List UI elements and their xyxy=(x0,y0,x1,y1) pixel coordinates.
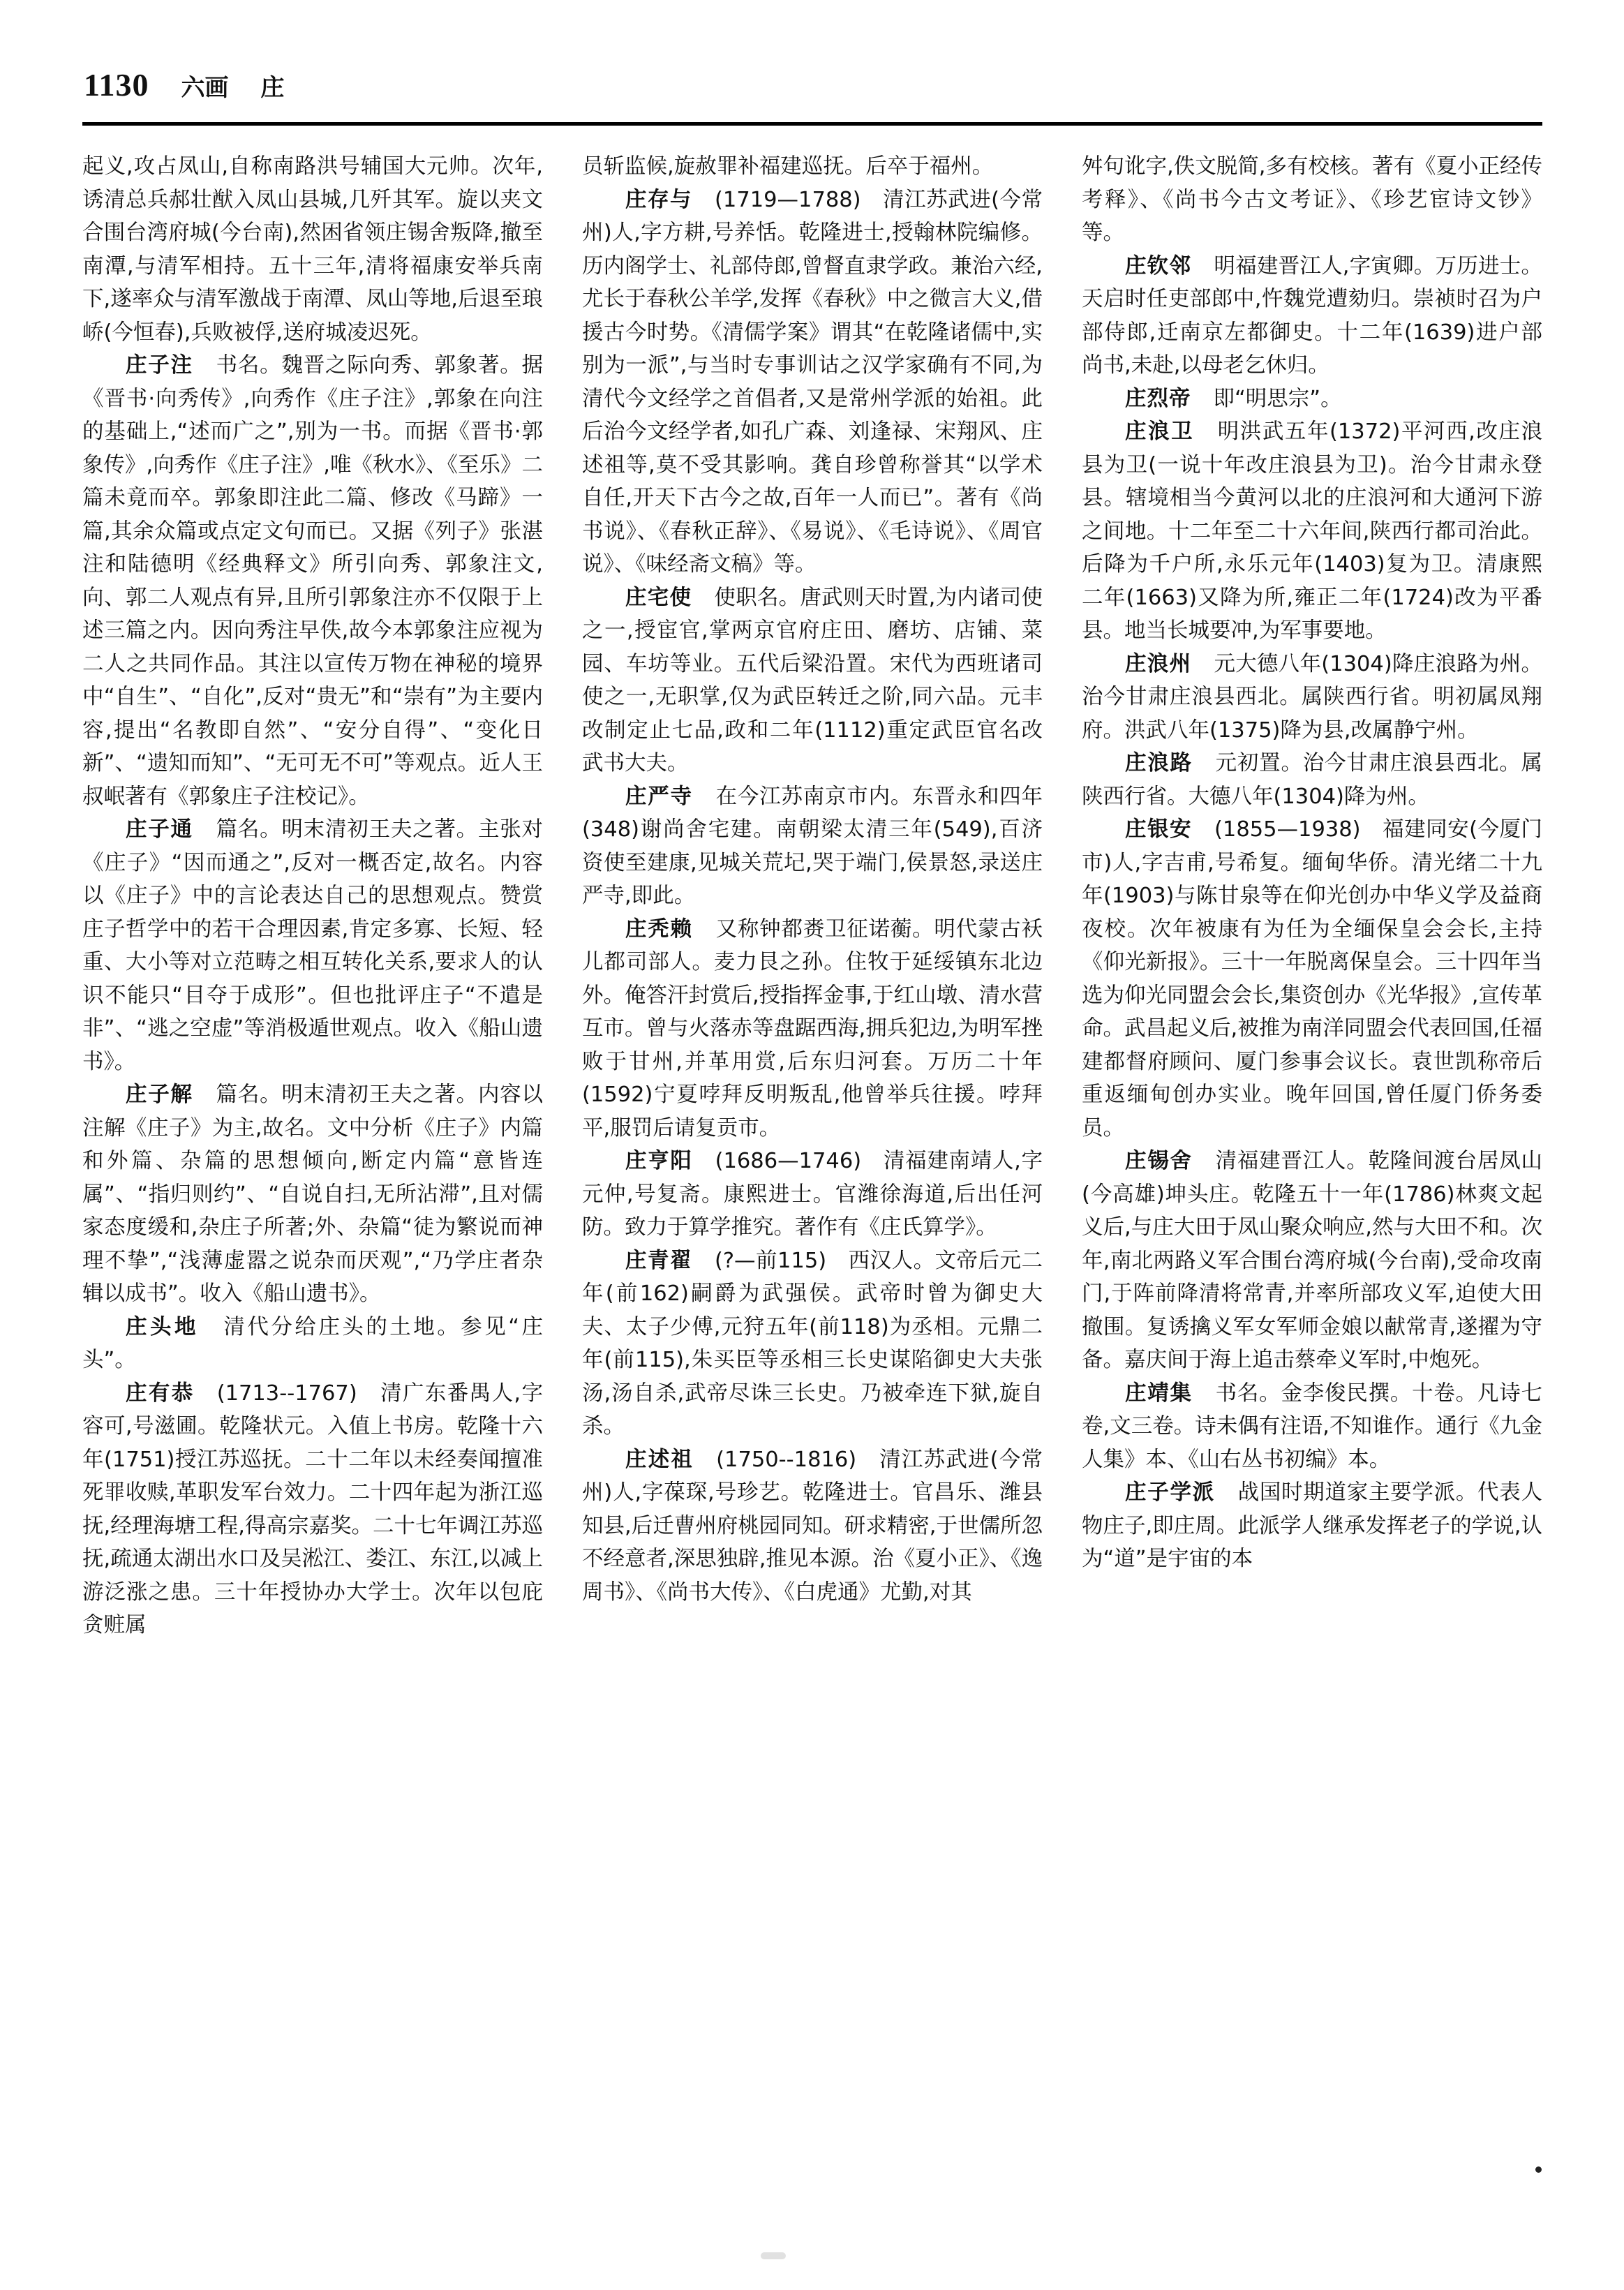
column-2 xyxy=(582,150,1043,2216)
entry-body: (1750--1816) 清江苏武进(今常州)人,字葆琛,号珍艺。乾隆进士。官昌乐、潍县知县,后迁曹州府桃园同知。研求精密,于世儒所忽不经意者,深思独辟,推见本源。治《夏小正》、《逸周书》、《尚书大传》、《白虎通》尤勤,对其 xyxy=(582,1447,1043,1605)
entry-headword: 庄锡舍 xyxy=(1125,1149,1193,1173)
entry-headword: 庄靖集 xyxy=(1125,1381,1193,1406)
entry-headword: 庄烈帝 xyxy=(1125,386,1191,411)
dictionary-entry xyxy=(582,1443,1043,1609)
entry-body: 清福建晋江人。乾隆间渡台居凤山(今高雄)坤头庄。乾隆五十一年(1786)林爽文起义后,与庄大田于凤山聚众响应,然与大田不和。次年,南北两路义军合围台湾府城(今台南),受命攻南门,于阵前降清将常青,并率所部攻义军,迫使大田撤围。复诱擒义军女军师金娘以献常青,遂擢为守备。嘉庆间于海上追击蔡牵义军时,中炮死。 xyxy=(1082,1149,1543,1372)
entry-headword: 庄浪路 xyxy=(1125,751,1193,775)
dictionary-entry xyxy=(582,780,1043,913)
entry-headword: 庄亨阳 xyxy=(625,1149,693,1173)
entry-headword: 庄子解 xyxy=(126,1083,193,1107)
dictionary-entry xyxy=(582,1145,1043,1244)
entry-headword: 庄子通 xyxy=(126,817,193,842)
entry-headword: 庄浪州 xyxy=(1125,651,1192,676)
dictionary-entry xyxy=(1082,250,1542,382)
dictionary-entry xyxy=(1082,1377,1542,1477)
page-scan-artifact xyxy=(761,2252,786,2259)
paragraph xyxy=(582,150,1043,184)
entry-headword: 庄子学派 xyxy=(1125,1480,1215,1505)
dictionary-entry xyxy=(82,1078,543,1311)
paragraph-text: 舛句讹字,佚文脱简,多有校核。著有《夏小正经传考释》、《尚书今古文考证》、《珍艺宦诗文钞》等。 xyxy=(1082,154,1542,245)
dictionary-entry xyxy=(82,813,543,1078)
entry-body: 又称钟都赉卫征诺蘅。明代蒙古袄儿都司部人。麦力艮之孙。住牧于延绥镇东北边外。俺答汗封赏后,授指挥金事,于红山墩、清水营互市。曾与火落赤等盘踞西海,拥兵犯边,为明军挫败于甘州,并革用赏,后东归河套。万历二十年(1592)宁夏哱拜反明叛乱,他曾举兵往援。哱拜平,服罚后请复贡市。 xyxy=(582,916,1043,1140)
header-divider xyxy=(82,122,1542,126)
dictionary-entry xyxy=(1082,747,1542,813)
entry-headword: 庄钦邻 xyxy=(1125,253,1192,278)
entry-body: (?—前115) 西汉人。文帝后元二年(前162)嗣爵为武强侯。武帝时曾为御史大夫、太子少傅,元狩五年(前118)为丞相。元鼎二年(前115),朱买臣等丞相三长史谋陷御史大夫张汤,汤自杀,武帝尽诛三长史。乃被牵连下狱,旋自杀。 xyxy=(582,1248,1043,1438)
text-columns xyxy=(82,150,1542,2216)
dictionary-entry xyxy=(582,581,1043,780)
entry-body: 即“明思宗”。 xyxy=(1213,386,1342,411)
volume-label: 六画 xyxy=(181,74,229,102)
paragraph-text: 员斩监候,旋赦罪补福建巡抚。后卒于福州。 xyxy=(582,154,994,179)
dictionary-entry xyxy=(1082,813,1542,1145)
radical-label: 庄 xyxy=(260,74,285,102)
entry-body: 明洪武五年(1372)平河西,改庄浪县为卫(一说十年改庄浪县为卫)。治今甘肃永登县。辖境相当今黄河以北的庄浪河和大通河下游之间地。十二年至二十六年间,陕西行都司治此。后降为千户所,永乐元年(1403)复为卫。清康熙二年(1663)又降为所,雍正二年(1724)改为平番县。地当长城要冲,为军事要地。 xyxy=(1082,419,1542,643)
entry-body: 篇名。明末清初王夫之著。内容以注解《庄子》为主,故名。文中分析《庄子》内篇和外篇、杂篇的思想倾向,断定内篇“意皆连属”、“指归则约”、“自说自扫,无所沾滞”,且对儒家态度缓和,杂庄子所著;外、杂篇“徒为繁说而神理不挚”,“浅薄虚嚣之说杂而厌观”,“乃学庄者杂辑以成书”。收入《船山遗书》。 xyxy=(82,1083,544,1306)
dictionary-entry xyxy=(582,913,1043,1145)
dictionary-entry xyxy=(1082,382,1542,416)
dictionary-entry xyxy=(1082,1576,1542,1609)
entry-headword: 庄青翟 xyxy=(625,1248,692,1273)
dictionary-entry xyxy=(582,1244,1043,1443)
paragraph xyxy=(1082,150,1542,250)
dictionary-entry xyxy=(582,184,1043,581)
paragraph-text: 起义,攻占凤山,自称南路洪号辅国大元帅。次年,诱清总兵郝壮猷入凤山县城,几歼其军。旋以夹文合围台湾府城(今台南),然困省领庄锡舍叛降,撤至南潭,与清军相持。五十三年,清将福康安举兵南下,遂率众与清军激战于南潭、凤山等地,后退至琅峤(今恒春),兵败被俘,送府城凌迟死。 xyxy=(82,154,543,345)
entry-body: 元大德八年(1304)降庄浪路为州。治今甘肃庄浪县西北。属陕西行省。明初属凤翔府。洪武八年(1375)降为县,改属静宁州。 xyxy=(1082,651,1542,743)
entry-body: 明福建晋江人,字寅卿。万历进士。天启时任吏部郎中,忤魏党遭劾归。崇祯时召为户部侍郎,迁南京左都御史。十二年(1639)进户部尚书,未赴,以母老乞休归。 xyxy=(1082,253,1543,378)
page-number: 1130 xyxy=(84,67,149,103)
entry-headword: 庄银安 xyxy=(1125,817,1193,842)
dictionary-entry xyxy=(82,349,543,813)
entry-headword: 庄子注 xyxy=(126,353,193,378)
dictionary-entry xyxy=(1082,648,1542,748)
page-header xyxy=(84,66,1542,103)
entry-headword: 庄述祖 xyxy=(625,1447,694,1472)
entry-body: 战国时期道家主要学派。代表人物庄子,即庄周。此派学人继承发挥老子的学说,认为“道”是宇宙的本 xyxy=(1082,1480,1543,1571)
entry-headword: 庄秃赖 xyxy=(625,916,693,942)
dictionary-entry xyxy=(82,1377,543,1642)
entry-body: (1686—1746) 清福建南靖人,字元仲,号复斋。康熙进士。官潍徐海道,后出任河防。致力于算学推究。著作有《庄氏算学》。 xyxy=(582,1149,1043,1240)
paragraph xyxy=(82,150,543,349)
entry-body: 在今江苏南京市内。东晋永和四年(348)谢尚舍宅建。南朝梁太清三年(549),百济资使至建康,见城关荒圮,哭于端门,侯景怒,录送庄严寺,即此。 xyxy=(582,784,1043,908)
entry-headword: 庄浪卫 xyxy=(1125,419,1195,444)
column-1 xyxy=(82,150,543,2216)
dictionary-entry xyxy=(1082,1476,1542,1576)
entry-body: 元初置。治今甘肃庄浪县西北。属陕西行省。大德八年(1304)降为州。 xyxy=(1082,751,1543,809)
entry-body: 清代分给庄头的土地。参见“庄头”。 xyxy=(82,1314,543,1372)
dictionary-entry xyxy=(1082,415,1542,648)
page-mark-dot xyxy=(1535,2166,1542,2173)
entry-body: 使职名。唐武则天时置,为内诸司使之一,授宦官,掌两京官府庄田、磨坊、店铺、菜园、车坊等业。五代后梁沿置。宋代为西班诸司使之一,无职掌,仅为武臣转迁之阶,同六品。元丰改制定止七品,政和二年(1112)重定武臣官名改武书大夫。 xyxy=(582,585,1043,775)
entry-headword: 庄存与 xyxy=(625,187,693,212)
entry-headword: 庄宅使 xyxy=(625,585,692,610)
dictionary-entry xyxy=(1082,1145,1542,1377)
entry-body: (1713--1767) 清广东番禺人,字容可,号滋圃。乾隆状元。入值上书房。乾隆十六年(1751)授江苏巡抚。二十二年以未经奏闻擅准死罪收赎,革职发军台效力。二十四年起为浙江巡抚,经理海塘工程,得高宗嘉奖。二十七年调江苏巡抚,疏通太湖出水口及吴淞江、娄江、东江,以减上游泛涨之患。三十年授协办大学士。次年以包庇贪赃属 xyxy=(82,1381,543,1637)
entry-body: 篇名。明末清初王夫之著。主张对《庄子》“因而通之”,反对一概否定,故名。内容以《庄子》中的言论表达自己的思想观点。赞赏庄子哲学中的若干合理因素,肯定多寡、长短、轻重、大小等对立范畴之相互转化关系,要求人的认识不能只“目夺于成形”。但也批评庄子“不遣是非”、“逃之空虚”等消极遁世观点。收入《船山遗书》。 xyxy=(82,817,544,1074)
entry-body: (1719—1788) 清江苏武进(今常州)人,字方耕,号养恬。乾隆进士,授翰林院编修。历内阁学士、礼部侍郎,曾督直隶学政。兼治六经,尤长于春秋公羊学,发挥《春秋》中之微言大义,借援古今时势。《清儒学案》谓其“在乾隆诸儒中,实别为一派”,与当时专事训诂之汉学家确有不同,为清代今文经学之首倡者,又是常州学派的始祖。此后治今文经学者,如孔广森、刘逢禄、宋翔风、庄述祖等,莫不受其影响。龚自珍曾称誉其“以学术自任,开天下古今之故,百年一人而已”。著有《尚书说》、《春秋正辞》、《易说》、《毛诗说》、《周官说》、《味经斋文稿》等。 xyxy=(582,187,1043,577)
entry-body: (1855—1938) 福建同安(今厦门市)人,字吉甫,号希复。缅甸华侨。清光绪二十九年(1903)与陈甘泉等在仰光创办中华义学及益商夜校。次年被康有为任为全缅保皇会会长,主持《仰光新报》。三十一年脱离保皇会。三十四年当选为仰光同盟会会长,集资创办《光华报》,宣传革命。武昌起义后,被推为南洋同盟会代表回国,任福建都督府顾问、厦门参事会议长。袁世凯称帝后重返缅甸创办实业。晚年回国,曾任厦门侨务委员。 xyxy=(1082,817,1542,1140)
entry-body: 书名。金李俊民撰。十卷。凡诗七卷,文三卷。诗未偶有注语,不知谁作。通行《九金人集》本、《山右丛书初编》本。 xyxy=(1082,1381,1543,1472)
entry-headword: 庄严寺 xyxy=(625,784,693,809)
column-3 xyxy=(1082,150,1542,2216)
entry-headword: 庄有恭 xyxy=(126,1381,195,1406)
entry-body: 书名。魏晋之际向秀、郭象著。据《晋书·向秀传》,向秀作《庄子注》,郭象在向注的基础上,“述而广之”,别为一书。而据《晋书·郭象传》,向秀作《庄子注》,唯《秋水》、《至乐》二篇未竟而卒。郭象即注此二篇、修改《马蹄》一篇,其余众篇或点定文句而已。又据《列子》张湛注和陆德明《经典释文》所引向秀、郭象注文,向、郭二人观点有异,且所引郭象注亦不仅限于上述三篇之内。因向秀注早佚,故今本郭象注应视为二人之共同作品。其注以宣传万物在神秘的境界中“自生”、“自化”,反对“贵无”和“崇有”为主要内容,提出“名教即自然”、“安分自得”、“变化日新”、“遗知而知”、“无可无不可”等观点。近人王叔岷著有《郭象庄子注校记》。 xyxy=(82,353,544,809)
dictionary-entry xyxy=(82,1311,543,1377)
entry-headword: 庄头地 xyxy=(126,1314,199,1339)
